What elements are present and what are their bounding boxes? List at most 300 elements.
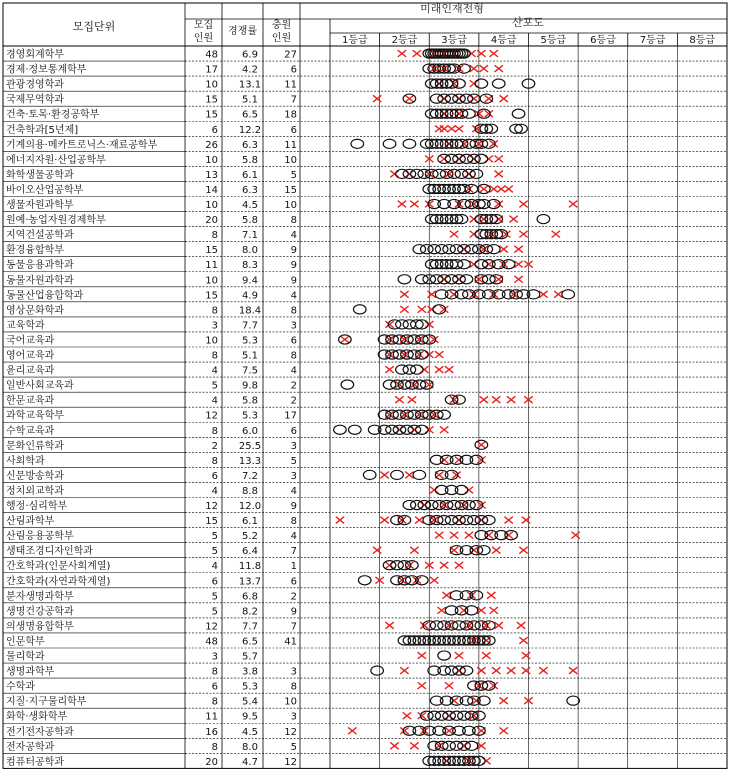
grade-header-2: 2등급	[391, 35, 418, 46]
x-mark	[455, 156, 463, 163]
table-row	[6, 424, 297, 437]
row-filled: 9	[290, 606, 297, 618]
row-ratio: 6.0	[242, 425, 258, 437]
header-unit: 모집단위	[72, 20, 116, 33]
o-mark	[416, 410, 429, 419]
o-mark	[465, 245, 478, 254]
o-mark	[480, 94, 493, 103]
table-row	[6, 394, 297, 407]
row-quota: 4	[211, 485, 218, 497]
o-mark	[416, 275, 429, 284]
table-row	[6, 589, 297, 602]
table-row	[6, 379, 297, 392]
table-row	[6, 529, 297, 542]
table-row	[6, 650, 258, 663]
row-quota: 12	[205, 501, 218, 513]
o-mark	[386, 410, 399, 419]
o-mark	[475, 531, 488, 540]
row-ratio: 11.8	[238, 561, 262, 573]
x-mark	[569, 201, 577, 208]
grade-header-1: 1등급	[341, 35, 368, 46]
row-unit-name: 컴퓨터공학과	[6, 756, 64, 768]
o-mark	[430, 94, 443, 103]
x-mark	[435, 351, 443, 358]
row-quota: 12	[205, 621, 218, 633]
x-mark	[418, 682, 426, 689]
o-mark	[403, 139, 416, 148]
row-unit-name: 수학교육과	[6, 425, 55, 437]
o-mark	[460, 546, 473, 555]
table-row	[6, 559, 297, 572]
o-mark	[420, 245, 433, 254]
row-filled: 4	[290, 365, 297, 377]
o-mark	[435, 470, 448, 479]
table-row	[6, 514, 297, 527]
x-mark	[460, 742, 468, 749]
row-ratio: 5.8	[242, 215, 258, 227]
o-mark	[368, 425, 381, 434]
x-mark	[373, 95, 381, 102]
table-row	[6, 755, 297, 768]
row-unit-name: 동물자원과학과	[6, 275, 74, 287]
o-mark	[483, 515, 496, 524]
row-quota: 4	[211, 395, 218, 407]
row-unit-name: 생물자원과학부	[6, 200, 74, 212]
row-quota: 13	[205, 169, 218, 181]
o-mark	[510, 290, 523, 299]
header-title: 미래인재전형	[420, 2, 484, 15]
o-mark	[562, 290, 575, 299]
row-filled: 8	[290, 215, 297, 227]
x-mark	[480, 65, 488, 72]
o-mark	[416, 335, 429, 344]
x-mark	[410, 201, 418, 208]
x-mark	[455, 276, 463, 283]
x-mark	[539, 291, 547, 298]
x-mark	[440, 125, 448, 132]
x-mark	[519, 201, 527, 208]
o-mark	[480, 245, 493, 254]
row-filled: 1	[290, 561, 297, 573]
row-unit-name: 의생명융합학부	[6, 621, 74, 633]
x-mark	[497, 186, 505, 193]
row-quota: 15	[205, 245, 218, 257]
row-ratio: 5.3	[242, 335, 258, 347]
o-mark	[460, 666, 473, 675]
x-mark	[440, 562, 448, 569]
x-mark	[522, 652, 530, 659]
row-ratio: 4.9	[242, 290, 258, 302]
table-row	[6, 93, 297, 106]
header-filled-1: 충원	[271, 20, 292, 31]
o-mark	[443, 245, 456, 254]
header-quota-1: 모집	[193, 20, 214, 31]
table-row	[6, 665, 297, 678]
table-row	[6, 604, 297, 617]
x-mark	[490, 186, 498, 193]
x-mark	[470, 80, 478, 87]
row-unit-name: 환경융합학부	[6, 245, 64, 257]
o-mark	[416, 350, 429, 359]
o-mark	[440, 169, 453, 178]
o-mark	[411, 365, 424, 374]
row-ratio: 3.8	[242, 666, 258, 678]
x-mark	[480, 186, 488, 193]
row-ratio: 6.8	[242, 591, 258, 603]
o-mark	[460, 455, 473, 464]
x-mark	[390, 742, 398, 749]
table-row	[6, 740, 297, 753]
row-unit-name: 산림응용공학부	[6, 531, 74, 543]
o-mark	[435, 711, 448, 720]
o-mark	[470, 169, 483, 178]
o-mark	[478, 696, 491, 705]
row-unit-name: 물리학과	[6, 651, 45, 663]
x-mark	[554, 291, 562, 298]
x-mark	[395, 426, 403, 433]
x-mark	[445, 727, 453, 734]
table-row	[6, 710, 297, 723]
table-row	[6, 349, 297, 362]
row-quota: 48	[205, 636, 218, 648]
row-unit-name: 바이오산업공학부	[6, 184, 84, 196]
o-mark	[396, 169, 409, 178]
x-mark	[380, 472, 388, 479]
x-mark	[348, 727, 356, 734]
x-mark	[400, 667, 408, 674]
o-mark	[398, 515, 411, 524]
o-mark	[416, 425, 429, 434]
row-ratio: 6.3	[242, 184, 258, 196]
x-mark	[477, 607, 485, 614]
o-mark	[411, 500, 424, 509]
x-mark	[428, 291, 436, 298]
x-mark	[410, 742, 418, 749]
o-mark	[445, 606, 458, 615]
row-filled: 7	[290, 94, 297, 106]
x-mark	[499, 246, 507, 253]
x-mark	[430, 487, 438, 494]
o-mark	[386, 425, 399, 434]
x-mark	[385, 622, 393, 629]
x-mark	[504, 186, 512, 193]
o-mark	[430, 455, 443, 464]
o-mark	[413, 470, 426, 479]
row-filled: 9	[290, 275, 297, 287]
row-unit-name: 건축·토목·환경공학부	[6, 109, 100, 121]
row-unit-name: 경영회계학부	[6, 49, 64, 61]
row-unit-name: 일반사회교육과	[6, 380, 74, 392]
row-filled: 12	[284, 756, 297, 768]
row-quota: 14	[205, 184, 218, 196]
x-mark	[499, 697, 507, 704]
table-row	[6, 574, 297, 587]
x-mark	[571, 532, 579, 539]
row-filled: 3	[290, 320, 297, 332]
x-mark	[430, 577, 438, 584]
row-ratio: 7.2	[242, 470, 258, 482]
row-ratio: 7.7	[242, 621, 258, 633]
x-mark	[418, 652, 426, 659]
x-mark	[410, 426, 418, 433]
row-quota: 11	[205, 711, 218, 723]
x-mark	[492, 396, 500, 403]
x-mark	[420, 366, 428, 373]
o-mark	[460, 696, 473, 705]
x-mark	[440, 276, 448, 283]
x-mark	[408, 396, 416, 403]
x-mark	[470, 261, 478, 268]
o-mark	[450, 546, 463, 555]
x-mark	[440, 426, 448, 433]
row-ratio: 6.9	[242, 49, 258, 61]
table-row	[6, 499, 297, 512]
table-grid	[3, 3, 727, 768]
row-unit-name: 행정·심리학부	[6, 501, 68, 513]
row-quota: 6	[211, 124, 218, 136]
o-mark	[430, 515, 443, 524]
row-filled: 2	[290, 395, 297, 407]
row-quota: 10	[205, 275, 218, 287]
x-mark	[373, 547, 381, 554]
o-mark	[401, 410, 414, 419]
o-mark	[428, 666, 441, 675]
o-mark	[450, 455, 463, 464]
row-filled: 11	[284, 139, 297, 151]
x-mark	[445, 712, 453, 719]
table-row	[6, 634, 297, 647]
x-mark	[522, 667, 530, 674]
row-ratio: 9.5	[242, 711, 258, 723]
o-mark	[378, 425, 391, 434]
row-ratio: 4.2	[242, 64, 258, 76]
table-row	[6, 138, 297, 151]
x-mark	[490, 607, 498, 614]
row-quota: 8	[211, 350, 218, 362]
x-mark	[485, 261, 493, 268]
row-ratio: 13.3	[238, 455, 262, 467]
o-mark	[403, 500, 416, 509]
row-quota: 15	[205, 94, 218, 106]
o-mark	[435, 290, 448, 299]
table-row	[6, 168, 297, 181]
o-mark	[527, 290, 540, 299]
o-mark	[458, 711, 471, 720]
x-mark	[487, 592, 495, 599]
row-unit-name: 영상문화학과	[6, 305, 64, 317]
o-mark	[450, 741, 463, 750]
table-row	[6, 469, 297, 482]
row-unit-name: 산림과학부	[6, 516, 55, 528]
o-mark	[460, 275, 473, 284]
o-mark	[460, 94, 473, 103]
o-mark	[445, 666, 458, 675]
row-ratio: 7.1	[242, 230, 258, 242]
row-ratio: 5.8	[242, 395, 258, 407]
row-filled: 5	[290, 741, 297, 753]
o-mark	[430, 621, 443, 630]
row-unit-name: 분자생명과학부	[6, 591, 74, 603]
row-quota: 10	[205, 335, 218, 347]
o-mark	[435, 485, 448, 494]
o-mark	[445, 154, 458, 163]
row-unit-name: 건축학과[5년제]	[6, 124, 79, 136]
o-mark	[475, 154, 488, 163]
x-mark	[445, 682, 453, 689]
o-mark	[401, 350, 414, 359]
row-filled: 5	[290, 455, 297, 467]
row-filled: 8	[290, 350, 297, 362]
o-mark	[455, 485, 468, 494]
header-quota-2: 인원	[193, 33, 214, 44]
o-mark	[403, 365, 416, 374]
x-mark	[415, 517, 423, 524]
row-unit-name: 교육학과	[6, 320, 45, 332]
o-mark	[483, 275, 496, 284]
row-filled: 9	[290, 245, 297, 257]
o-mark	[450, 245, 463, 254]
row-unit-name: 전자공학과	[6, 741, 55, 753]
o-mark	[430, 275, 443, 284]
o-mark	[403, 320, 416, 329]
x-mark	[490, 50, 498, 57]
row-quota: 5	[211, 531, 218, 543]
table-row	[6, 273, 297, 286]
table-row	[6, 108, 297, 121]
row-quota: 10	[205, 154, 218, 166]
x-mark	[482, 652, 490, 659]
table-row	[6, 63, 297, 76]
x-mark	[435, 366, 443, 373]
grade-header-5: 5등급	[540, 35, 567, 46]
table-row	[6, 544, 297, 557]
o-mark	[435, 245, 448, 254]
x-mark	[477, 742, 485, 749]
o-mark	[465, 741, 478, 750]
header-ratio: 경쟁률	[228, 26, 257, 37]
o-mark	[485, 531, 498, 540]
row-unit-name: 국어교육과	[6, 335, 55, 347]
o-mark	[349, 425, 362, 434]
row-ratio: 5.3	[242, 681, 258, 693]
o-mark	[475, 79, 488, 88]
o-mark	[428, 245, 441, 254]
o-mark	[396, 320, 409, 329]
row-filled: 3	[290, 711, 297, 723]
x-mark	[507, 667, 515, 674]
x-mark	[470, 95, 478, 102]
row-ratio: 9.8	[242, 380, 258, 392]
row-unit-name: 윤리교육과	[6, 365, 55, 377]
x-mark	[413, 50, 421, 57]
x-mark	[455, 667, 463, 674]
x-mark	[519, 637, 527, 644]
x-mark	[470, 65, 478, 72]
table-row	[6, 198, 297, 211]
row-unit-name: 정치외교학과	[6, 485, 64, 497]
table-row	[6, 409, 297, 422]
o-mark	[517, 290, 530, 299]
o-mark	[334, 425, 347, 434]
x-mark	[495, 156, 503, 163]
row-ratio: 8.2	[242, 606, 258, 618]
table-row	[6, 695, 297, 708]
row-ratio: 4.5	[242, 200, 258, 212]
x-mark	[418, 306, 426, 313]
row-filled: 6	[290, 425, 297, 437]
x-mark	[470, 231, 478, 238]
o-mark	[505, 531, 518, 540]
row-unit-name: 간호학과(인문사회계열)	[6, 561, 111, 573]
o-mark	[445, 485, 458, 494]
table-row	[6, 213, 297, 226]
o-mark	[483, 621, 496, 630]
o-mark	[383, 380, 396, 389]
o-mark	[453, 726, 466, 735]
row-quota: 5	[211, 606, 218, 618]
o-mark	[371, 666, 384, 675]
row-filled: 11	[284, 79, 297, 91]
row-quota: 17	[205, 64, 218, 76]
x-mark	[465, 532, 473, 539]
x-mark	[455, 652, 463, 659]
x-mark	[509, 216, 517, 223]
row-quota: 8	[211, 455, 218, 467]
row-quota: 15	[205, 109, 218, 121]
row-quota: 10	[205, 200, 218, 212]
row-filled: 2	[290, 380, 297, 392]
o-mark	[363, 470, 376, 479]
o-mark	[445, 395, 458, 404]
row-unit-name: 과학교육학부	[6, 410, 64, 422]
x-mark	[410, 547, 418, 554]
header-filled-2: 인원	[271, 33, 292, 44]
row-ratio: 18.4	[238, 305, 262, 317]
row-filled: 7	[290, 621, 297, 633]
o-mark	[391, 470, 404, 479]
o-mark	[537, 214, 550, 223]
row-ratio: 6.5	[242, 109, 258, 121]
o-mark	[475, 260, 488, 269]
row-unit-name: 간호학과(자연과학계열)	[6, 576, 111, 588]
x-mark	[450, 231, 458, 238]
o-mark	[450, 711, 463, 720]
o-mark	[470, 546, 483, 555]
row-ratio: 6.3	[242, 139, 258, 151]
o-mark	[386, 335, 399, 344]
table-row	[6, 318, 297, 331]
x-mark	[519, 231, 527, 238]
o-mark	[428, 711, 441, 720]
o-mark	[440, 500, 453, 509]
row-filled: 8	[290, 681, 297, 693]
x-mark	[492, 547, 500, 554]
o-mark	[465, 606, 478, 615]
x-mark	[470, 156, 478, 163]
row-ratio: 5.8	[242, 154, 258, 166]
grade-header-8: 8등급	[689, 35, 716, 46]
row-unit-name: 생태조경디자인학과	[6, 546, 93, 558]
o-mark	[386, 350, 399, 359]
row-ratio: 7.5	[242, 365, 258, 377]
row-ratio: 4.5	[242, 726, 258, 738]
row-ratio: 6.1	[242, 516, 258, 528]
row-ratio: 8.3	[242, 260, 258, 272]
row-quota: 6	[211, 470, 218, 482]
row-ratio: 8.8	[242, 485, 258, 497]
o-mark	[391, 561, 404, 570]
row-unit-name: 동물산업융합학과	[6, 290, 84, 302]
